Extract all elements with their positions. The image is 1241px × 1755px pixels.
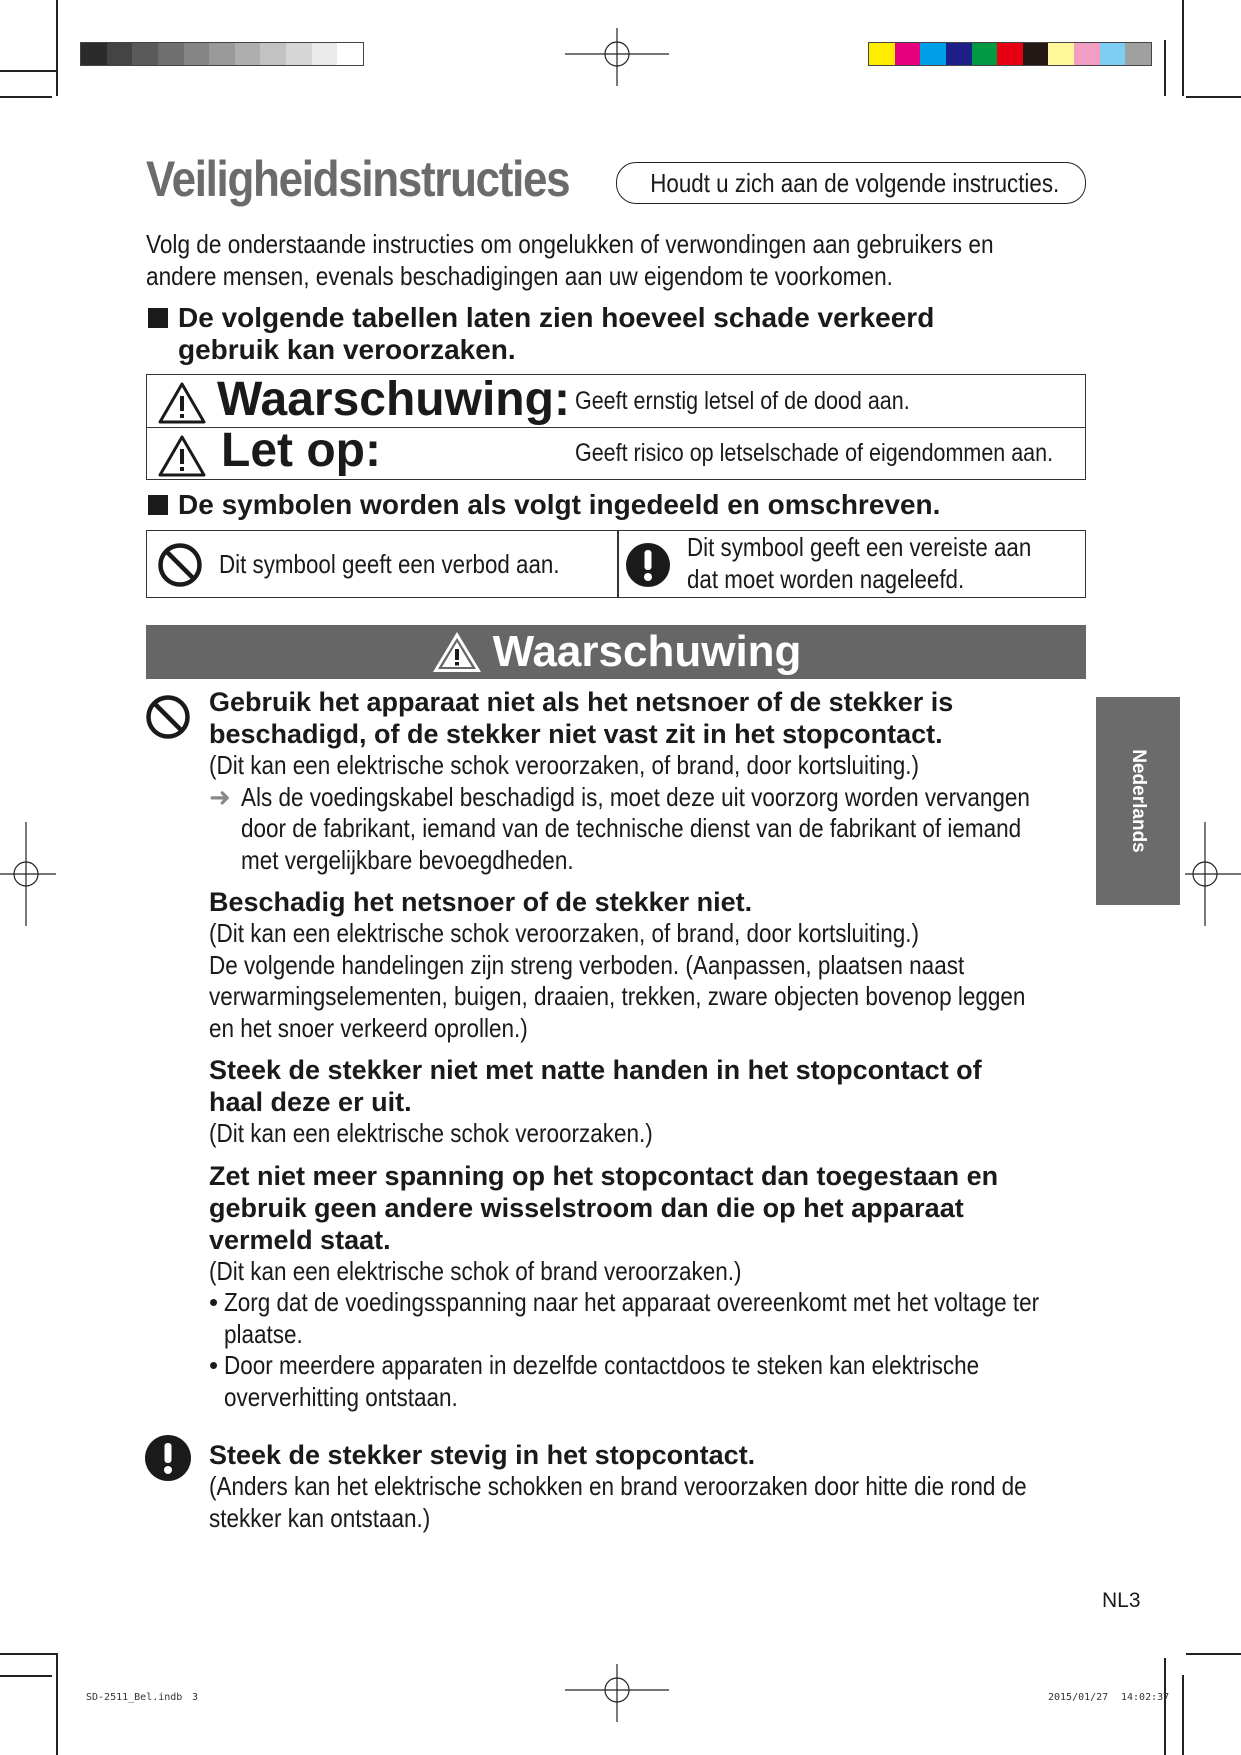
grey-swatch	[260, 43, 286, 65]
color-swatch	[946, 43, 972, 65]
intro-paragraph: Volg de onderstaande instructies om ongelukken of verwondingen aan gebruikers en andere mensen, evenals beschadigingen aan uw eigendom te voorkomen.	[146, 229, 994, 291]
hazard-row-caution	[147, 424, 1085, 480]
item-body: (Dit kan een elektrische schok veroorzaken.)	[209, 1118, 653, 1148]
grey-swatch	[209, 43, 235, 65]
color-swatch	[895, 43, 921, 65]
list-item	[209, 886, 1089, 1044]
grey-swatch	[132, 43, 158, 65]
mandatory-icon	[144, 1434, 192, 1482]
list-item	[209, 1054, 1089, 1150]
symbol-legend-table	[146, 530, 1086, 598]
hazard-level-desc: Geeft ernstig letsel of de dood aan.	[575, 387, 910, 415]
grey-swatch	[337, 43, 363, 65]
list-item	[209, 1160, 1089, 1414]
color-swatch	[1125, 43, 1151, 65]
instruction-pill: Houdt u zich aan de volgende instructies.	[616, 162, 1086, 204]
mandatory-icon	[625, 542, 671, 588]
hazard-level-desc: Geeft risico op letselschade of eigendommen aan.	[575, 439, 1054, 467]
grey-swatch	[286, 43, 312, 65]
warning-triangle-icon	[157, 434, 207, 478]
registration-mark-left	[0, 822, 56, 926]
prohibition-icon	[157, 542, 203, 588]
grey-swatch	[158, 43, 184, 65]
page-number: NL3	[1102, 1589, 1141, 1612]
list-item	[209, 1439, 1089, 1534]
grey-swatch	[235, 43, 261, 65]
slug-file: SD-2511_Bel.indb	[86, 1692, 183, 1703]
color-swatch	[920, 43, 946, 65]
warning-items	[209, 686, 1089, 1544]
color-swatch	[997, 43, 1023, 65]
table-divider	[617, 531, 619, 597]
item-title: Gebruik het apparaat niet als het netsnoer of de stekker is beschadigd, of de stekker niet vast zit in het stopcontact.	[209, 687, 954, 749]
square-bullet-icon	[148, 495, 168, 515]
language-label: Nederlands	[1128, 749, 1149, 853]
bullet-point: • Zorg dat de voedingsspanning naar het apparaat overeenkomt met het voltage ter plaatse.	[209, 1287, 1040, 1349]
list-item	[209, 686, 1089, 876]
square-bullet-icon	[148, 308, 168, 328]
warning-triangle-icon	[431, 630, 483, 674]
hazard-level-name: Let op:	[221, 424, 381, 477]
arrow-note: ➜ Als de voedingskabel beschadigd is, moet deze uit voorzorg worden vervangen door de fabrikant, iemand van de technische dienst van de fabrikant of iemand met vergelijkbare bevoegdheden.	[209, 781, 1030, 875]
item-title: Steek de stekker niet met natte handen in het stopcontact of haal deze er uit.	[209, 1055, 982, 1117]
banner-label: Waarschuwing	[492, 627, 802, 676]
hazard-level-name: Waarschuwing:	[217, 373, 570, 426]
item-body: (Dit kan een elektrische schok veroorzaken, of brand, door kortsluiting.) ➜ Als de voedingskabel beschadigd is, moet deze uit voorzorg worden vervangen door de fabrikant, iemand van de technische dienst van de fabrikant of iemand met vergelijkbare bevoegdheden.	[209, 750, 1089, 876]
color-swatch	[1074, 43, 1100, 65]
registration-mark-top	[565, 28, 669, 86]
section-heading-symbols: De symbolen worden als volgt ingedeeld en omschreven.	[148, 489, 940, 521]
prohibition-description: Dit symbool geeft een verbod aan.	[219, 549, 560, 579]
grey-swatch	[81, 43, 107, 65]
slug-time: 14:02:37	[1121, 1692, 1170, 1703]
item-body: (Dit kan een elektrische schok of brand veroorzaken.) • Zorg dat de voedingsspanning naar het apparaat overeenkomt met het voltage ter plaatse. • Door meerdere apparaten in dezelfde contactdoos te steken kan elektrische oververhitting ontstaan.	[209, 1256, 1089, 1414]
color-swatch	[972, 43, 998, 65]
warning-banner	[146, 625, 1086, 679]
prohibition-icon	[145, 694, 191, 740]
grey-swatch	[312, 43, 338, 65]
slug-date: 2015/01/27	[1048, 1692, 1109, 1703]
item-body: (Anders kan het elektrische schokken en brand veroorzaken door hitte die rond de stekker kan ontstaan.)	[209, 1471, 1027, 1533]
mandatory-description: Dit symbool geeft een vereiste aan dat moet worden nageleefd.	[687, 532, 1032, 594]
grey-swatch	[107, 43, 133, 65]
color-bar	[868, 42, 1152, 66]
language-side-tab	[1096, 697, 1180, 905]
bullet-point: • Door meerdere apparaten in dezelfde contactdoos te steken kan elektrische oververhitting ontstaan.	[209, 1350, 980, 1412]
color-swatch	[1100, 43, 1126, 65]
item-title: Zet niet meer spanning op het stopcontact dan toegestaan en gebruik geen andere wisselstroom dan die op het apparaat vermeld staat.	[209, 1160, 999, 1255]
arrow-right-icon: ➜	[209, 781, 231, 812]
color-swatch	[1023, 43, 1049, 65]
registration-mark-right	[1185, 822, 1241, 926]
item-title: Beschadig het netsnoer of de stekker niet.	[209, 887, 753, 917]
section-heading-damage: De volgende tabellen laten zien hoeveel schade verkeerd gebruik kan veroorzaken.	[148, 302, 934, 366]
color-swatch	[869, 43, 895, 65]
item-title: Steek de stekker stevig in het stopcontact.	[209, 1440, 756, 1470]
color-swatch	[1048, 43, 1074, 65]
grey-swatch	[184, 43, 210, 65]
hazard-row-warning	[147, 375, 1085, 427]
page-title: Veiligheidsinstructies	[146, 151, 570, 207]
warning-triangle-icon	[157, 381, 207, 425]
hazard-level-table	[146, 374, 1086, 480]
item-body: (Dit kan een elektrische schok veroorzaken, of brand, door kortsluiting.) De volgende handelingen zijn streng verboden. (Aanpassen, plaatsen naast verwarmingselementen, buigen, draaien, trekken, zware objecten bovenop leggen en het snoer verkeerd oprollen.)	[209, 918, 1026, 1043]
registration-mark-bottom	[565, 1664, 669, 1722]
grey-scale-bar	[80, 42, 364, 66]
slug-page: 3	[192, 1692, 199, 1703]
